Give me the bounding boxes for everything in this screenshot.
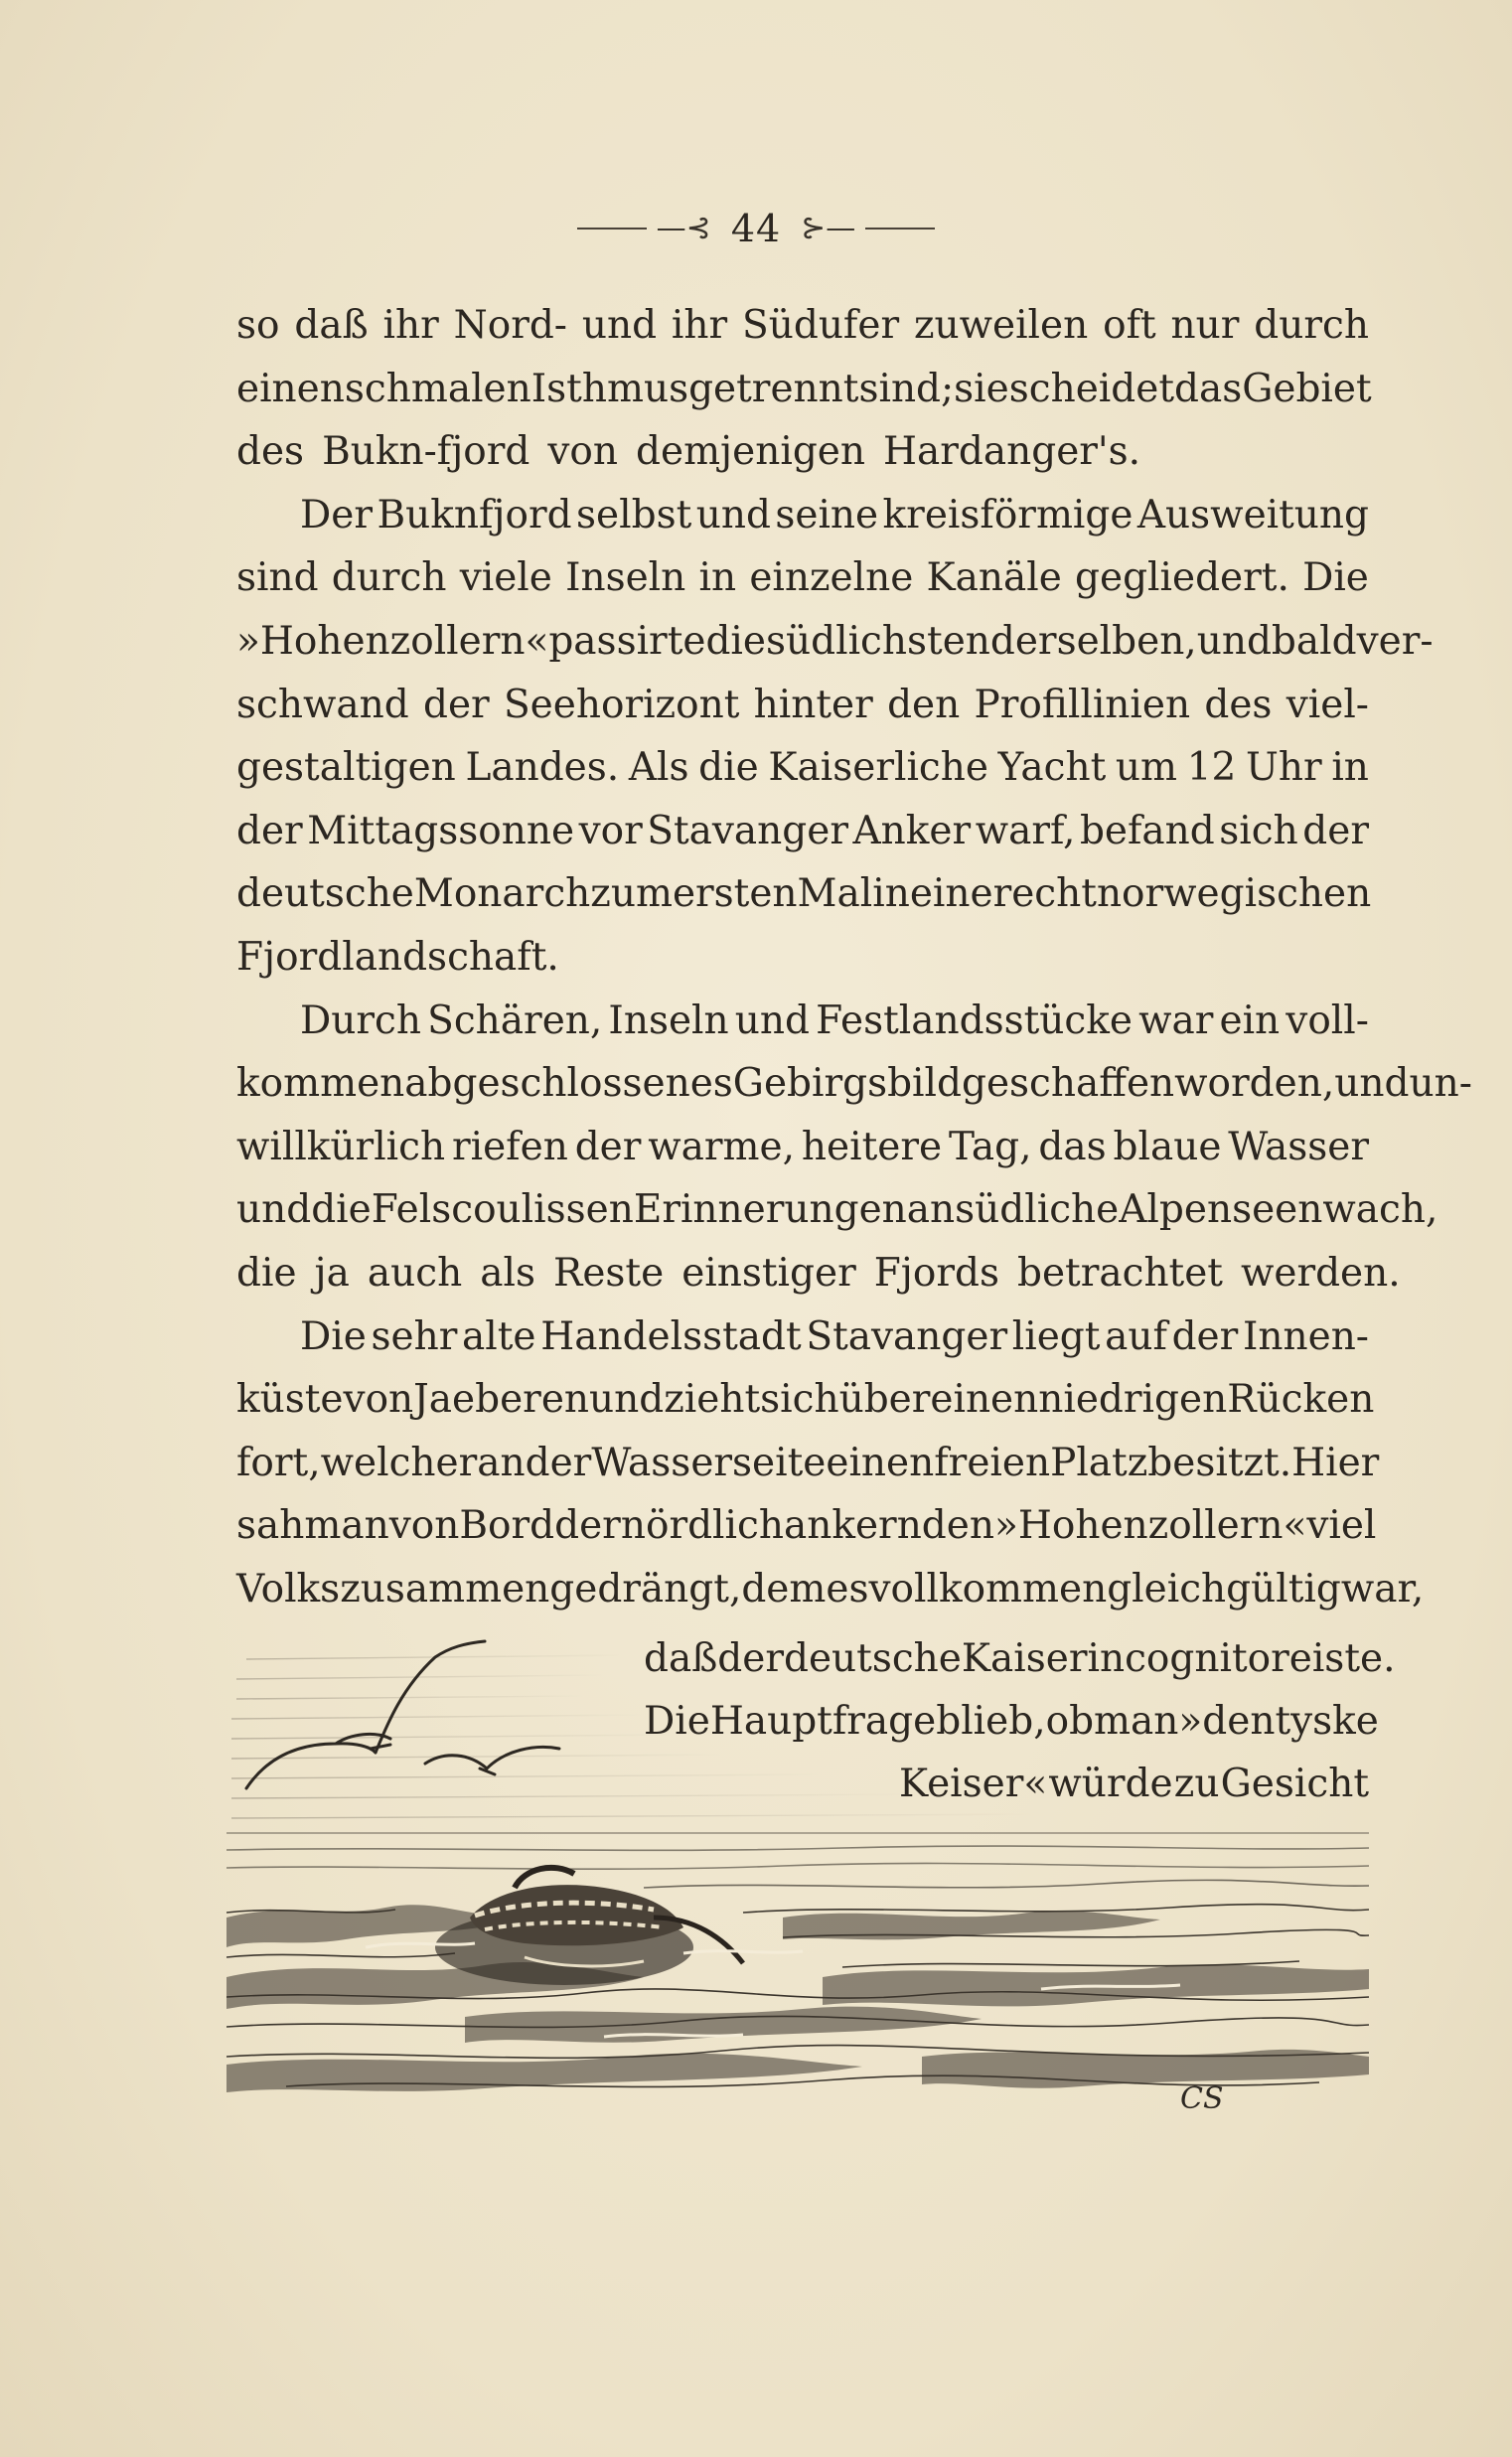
word: Fjords bbox=[873, 1250, 999, 1296]
word: vollkommen bbox=[868, 1566, 1108, 1612]
word: Monarch bbox=[413, 871, 591, 917]
word: Kaiser bbox=[961, 1636, 1088, 1681]
word: in bbox=[698, 555, 737, 601]
word: abgeschlossenes bbox=[404, 1061, 733, 1107]
word: derselben, bbox=[989, 618, 1197, 664]
text-line bbox=[236, 294, 1369, 358]
word: den bbox=[887, 682, 961, 727]
word: südliche bbox=[955, 1187, 1120, 1233]
word: das bbox=[1038, 1124, 1107, 1169]
word: sind bbox=[236, 555, 319, 601]
word: oft bbox=[1103, 303, 1156, 348]
word: küste bbox=[236, 1377, 344, 1423]
gull-icon bbox=[425, 1747, 559, 1774]
word: um bbox=[1115, 745, 1178, 791]
word: selbst bbox=[576, 492, 692, 537]
word: als bbox=[480, 1250, 535, 1296]
word: und bbox=[236, 1187, 312, 1233]
word: Inseln bbox=[565, 555, 686, 601]
word: norwegischen bbox=[1096, 871, 1372, 917]
word: Erinnerungen bbox=[633, 1187, 907, 1233]
word: so bbox=[236, 303, 280, 348]
text-line bbox=[236, 358, 1372, 421]
word: viele bbox=[459, 555, 552, 601]
word: Jaeberen bbox=[413, 1377, 590, 1423]
body-text bbox=[236, 294, 1472, 1620]
word: kreisförmige bbox=[882, 492, 1134, 537]
word: Rücken bbox=[1227, 1377, 1375, 1423]
word: Keiser« bbox=[899, 1762, 1048, 1806]
text-line bbox=[236, 1368, 1375, 1432]
word: willkürlich bbox=[236, 1124, 446, 1169]
word: Handelsstadt bbox=[540, 1313, 802, 1359]
word: Kaiserliche bbox=[768, 745, 988, 791]
word: einen bbox=[930, 1377, 1039, 1423]
word: blieb, bbox=[936, 1699, 1046, 1744]
word: echt bbox=[1011, 871, 1097, 917]
word: die bbox=[236, 1250, 297, 1296]
word: demjenigen bbox=[636, 429, 865, 475]
word: sind; bbox=[858, 366, 955, 411]
word: der bbox=[236, 808, 303, 853]
word: Gebirgsbild bbox=[732, 1061, 962, 1107]
word: voll- bbox=[1285, 998, 1369, 1043]
word: man bbox=[304, 1503, 389, 1549]
word: einen bbox=[236, 366, 345, 411]
word: zusammengedrängt, bbox=[340, 1566, 742, 1612]
sea-hatching bbox=[227, 1833, 1369, 2086]
text-line bbox=[236, 674, 1369, 737]
word: von bbox=[388, 1503, 460, 1549]
word: Gesicht bbox=[1220, 1762, 1369, 1806]
word: gestaltigen bbox=[236, 745, 456, 791]
word: »den bbox=[1178, 1699, 1276, 1744]
word: und bbox=[695, 492, 771, 537]
text-line bbox=[236, 990, 1369, 1053]
word: man bbox=[1094, 1699, 1179, 1744]
word: Die bbox=[644, 1699, 710, 1744]
word: Die bbox=[300, 1313, 367, 1359]
word: alte bbox=[462, 1313, 536, 1359]
word: Gebiet bbox=[1242, 366, 1372, 411]
page-number: 44 bbox=[730, 207, 782, 250]
text-line bbox=[236, 1558, 1425, 1621]
word: Alpenseen bbox=[1119, 1187, 1323, 1233]
text-line bbox=[236, 862, 1372, 926]
word: und bbox=[1196, 618, 1272, 664]
word: incognito bbox=[1087, 1636, 1272, 1681]
word: der bbox=[525, 1440, 592, 1485]
word: die bbox=[311, 1187, 372, 1233]
word: vor bbox=[578, 808, 643, 853]
word: Als bbox=[628, 745, 689, 791]
word: auf bbox=[1105, 1313, 1167, 1359]
text-line bbox=[236, 484, 1369, 547]
word: Mal bbox=[797, 871, 873, 917]
word: dem bbox=[741, 1566, 827, 1612]
word: warme, bbox=[648, 1124, 796, 1169]
word: un- bbox=[1409, 1061, 1472, 1107]
word: zieht bbox=[664, 1377, 761, 1423]
word: Innen- bbox=[1242, 1313, 1369, 1359]
word: bald bbox=[1271, 618, 1357, 664]
word: heitere bbox=[801, 1124, 943, 1169]
word: liegt bbox=[1011, 1313, 1101, 1359]
word: ein bbox=[1219, 998, 1281, 1043]
word: kommen bbox=[236, 1061, 405, 1107]
word: die bbox=[705, 618, 766, 664]
word: ihr bbox=[671, 303, 728, 348]
word: der bbox=[1302, 808, 1369, 853]
word: es bbox=[826, 1566, 869, 1612]
text-line bbox=[236, 1494, 1377, 1558]
word: Fjordlandschaft. bbox=[236, 934, 559, 980]
text-line bbox=[236, 800, 1369, 863]
word: und bbox=[581, 303, 658, 348]
word: die bbox=[698, 745, 759, 791]
word: sehr bbox=[371, 1313, 458, 1359]
word: daß bbox=[294, 303, 369, 348]
word: einstiger bbox=[681, 1250, 856, 1296]
word: Volks bbox=[236, 1566, 341, 1612]
word: auch bbox=[367, 1250, 463, 1296]
word: reiste. bbox=[1271, 1636, 1396, 1681]
word: Uhr bbox=[1246, 745, 1322, 791]
word: Festlandsstücke bbox=[816, 998, 1133, 1043]
word: Profillinien bbox=[974, 682, 1191, 727]
ornament-right: ⊱— bbox=[801, 211, 856, 245]
word: ob bbox=[1045, 1699, 1095, 1744]
header-rule-right bbox=[865, 228, 935, 230]
word: »Hohenzollern« bbox=[993, 1503, 1307, 1549]
word: »Hohenzollern« bbox=[236, 618, 549, 664]
word: ersten bbox=[672, 871, 798, 917]
word: ankernden bbox=[783, 1503, 994, 1549]
word: einzelne bbox=[749, 555, 914, 601]
word: durch bbox=[1254, 303, 1369, 348]
word: sich bbox=[760, 1377, 839, 1423]
word: gleichgültig bbox=[1107, 1566, 1341, 1612]
word: Kanäle bbox=[926, 555, 1062, 601]
text-line bbox=[236, 736, 1369, 800]
word: in bbox=[1331, 745, 1369, 791]
word: deutsche bbox=[236, 871, 414, 917]
word: durch bbox=[331, 555, 447, 601]
word: befand bbox=[1079, 808, 1215, 853]
word: Tag, bbox=[948, 1124, 1032, 1169]
word: Platz bbox=[1050, 1440, 1148, 1485]
word: Mittagssonne bbox=[307, 808, 575, 853]
word: betrachtet bbox=[1016, 1250, 1223, 1296]
word: südlichsten bbox=[766, 618, 990, 664]
word: an bbox=[906, 1187, 956, 1233]
word: nördlich bbox=[620, 1503, 784, 1549]
word: der bbox=[1171, 1313, 1239, 1359]
word: Schären, bbox=[427, 998, 603, 1043]
text-line bbox=[236, 420, 1369, 484]
artist-signature: CS bbox=[1180, 2081, 1224, 2116]
word: Nord- bbox=[453, 303, 567, 348]
word: und bbox=[589, 1377, 665, 1423]
word: über bbox=[838, 1377, 931, 1423]
word: ihr bbox=[382, 303, 439, 348]
word: Anker bbox=[852, 808, 972, 853]
word: von bbox=[547, 429, 619, 475]
word: Die bbox=[1302, 555, 1369, 601]
word: deutsche bbox=[783, 1636, 962, 1681]
word: zuweilen bbox=[913, 303, 1089, 348]
word: Inseln bbox=[608, 998, 729, 1043]
text-line bbox=[236, 1242, 1401, 1305]
word: Hauptfrage bbox=[709, 1699, 937, 1744]
word: geschaffen bbox=[961, 1061, 1175, 1107]
word: Ausweitung bbox=[1136, 492, 1369, 537]
word: nur bbox=[1170, 303, 1240, 348]
text-line bbox=[236, 1305, 1369, 1369]
word: würde bbox=[1048, 1762, 1173, 1806]
word: war, bbox=[1340, 1566, 1425, 1612]
word: war bbox=[1138, 998, 1214, 1043]
text-line bbox=[236, 610, 1434, 674]
word: worden, bbox=[1174, 1061, 1335, 1107]
word: schmalen bbox=[344, 366, 531, 411]
word: getrennt bbox=[688, 366, 859, 411]
word: Yacht bbox=[997, 745, 1107, 791]
word: blaue bbox=[1113, 1124, 1222, 1169]
word: Buknfjord bbox=[377, 492, 572, 537]
word: passirte bbox=[548, 618, 706, 664]
word: ver- bbox=[1356, 618, 1434, 664]
word: Felscoulissen bbox=[371, 1187, 634, 1233]
word: das bbox=[1174, 366, 1243, 411]
word: der bbox=[422, 682, 490, 727]
sea-illustration bbox=[227, 1619, 1369, 2136]
word: werden. bbox=[1240, 1250, 1401, 1296]
text-line bbox=[236, 1178, 1438, 1242]
word: einen bbox=[826, 1440, 935, 1485]
word: daß bbox=[644, 1636, 718, 1681]
word: besitzt. bbox=[1147, 1440, 1292, 1485]
word: zu bbox=[1173, 1762, 1220, 1806]
word: Bukn-fjord bbox=[322, 429, 530, 475]
word: Stavanger bbox=[647, 808, 848, 853]
word: sie bbox=[954, 366, 1009, 411]
word: und bbox=[734, 998, 810, 1043]
word: Seehorizont bbox=[503, 682, 740, 727]
word: sah bbox=[236, 1503, 305, 1549]
word: des bbox=[1204, 682, 1273, 727]
word: Hardanger's. bbox=[882, 429, 1141, 475]
word: von bbox=[343, 1377, 414, 1423]
text-line bbox=[236, 1116, 1369, 1179]
word: welcher bbox=[320, 1440, 478, 1485]
word: hinter bbox=[753, 682, 873, 727]
word: 12 bbox=[1186, 745, 1237, 791]
word: niedrigen bbox=[1038, 1377, 1228, 1423]
word: sich bbox=[1219, 808, 1298, 853]
text-line bbox=[236, 1052, 1472, 1116]
word: Hier bbox=[1291, 1440, 1380, 1485]
ornament-left: —⊰ bbox=[656, 211, 711, 245]
word: tyske bbox=[1275, 1699, 1379, 1744]
word: riefen bbox=[451, 1124, 568, 1169]
word: Durch bbox=[300, 998, 421, 1043]
word: Reste bbox=[552, 1250, 665, 1296]
word: an bbox=[477, 1440, 526, 1485]
word: freien bbox=[934, 1440, 1051, 1485]
word: Wasser bbox=[1228, 1124, 1369, 1169]
word: Südufer bbox=[742, 303, 900, 348]
word: Stavanger bbox=[806, 1313, 1008, 1359]
word: scheidet bbox=[1008, 366, 1174, 411]
text-line bbox=[236, 926, 1369, 990]
text-line bbox=[236, 1432, 1380, 1495]
word: des bbox=[236, 429, 305, 475]
word: viel bbox=[1306, 1503, 1377, 1549]
word: der bbox=[574, 1124, 642, 1169]
word: Der bbox=[300, 492, 373, 537]
gull-icon bbox=[246, 1641, 485, 1788]
word: und bbox=[1334, 1061, 1410, 1107]
word: Bord bbox=[459, 1503, 555, 1549]
word: seine bbox=[775, 492, 879, 537]
word: der bbox=[554, 1503, 621, 1549]
word: schwand bbox=[236, 682, 409, 727]
word: warf, bbox=[975, 808, 1076, 853]
word: ja bbox=[314, 1250, 350, 1296]
text-line bbox=[236, 546, 1369, 610]
word: zum bbox=[590, 871, 673, 917]
word: in bbox=[872, 871, 910, 917]
word: Wasserseite bbox=[591, 1440, 827, 1485]
word: einer bbox=[909, 871, 1012, 917]
header-rule-left bbox=[577, 228, 647, 230]
word: wach, bbox=[1322, 1187, 1438, 1233]
word: gegliedert. bbox=[1075, 555, 1289, 601]
word: fort, bbox=[236, 1440, 321, 1485]
word: viel- bbox=[1285, 682, 1369, 727]
page-header bbox=[0, 199, 1512, 258]
word: Isthmus bbox=[530, 366, 689, 411]
word: der bbox=[717, 1636, 784, 1681]
word: Landes. bbox=[465, 745, 620, 791]
